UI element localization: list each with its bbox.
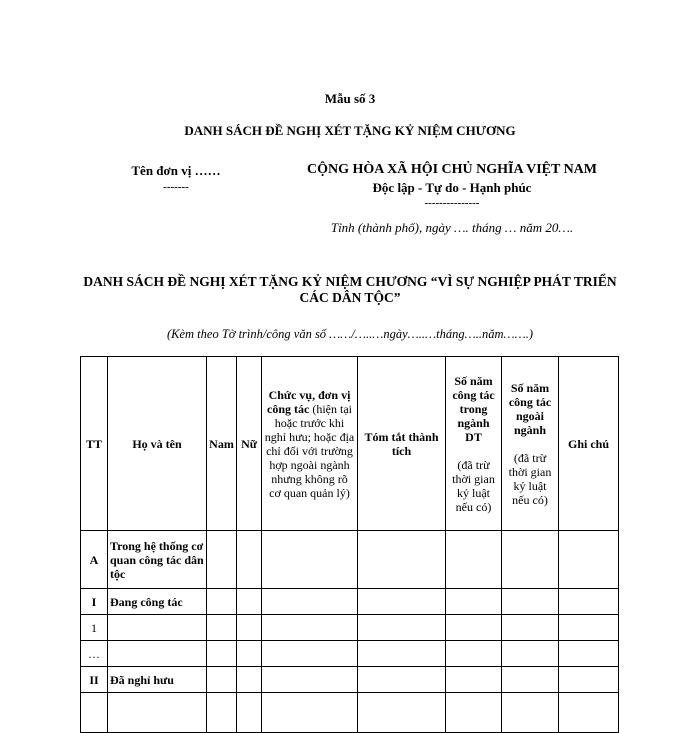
header-position xyxy=(262,357,358,531)
row-tt: II xyxy=(81,667,108,693)
table-cell xyxy=(446,589,502,615)
row-label xyxy=(108,615,207,641)
header-tt: TT xyxy=(81,357,108,531)
table-cell xyxy=(262,615,358,641)
table-cell xyxy=(237,589,262,615)
table-cell xyxy=(207,589,237,615)
table-row xyxy=(81,531,619,589)
table-cell xyxy=(237,615,262,641)
header-name: Họ và tên xyxy=(108,357,207,531)
table-cell xyxy=(358,615,446,641)
table-cell xyxy=(502,531,559,589)
table-row xyxy=(81,641,619,667)
header-position-bold: Chức vụ, đơn vị công tác xyxy=(267,387,351,416)
table-cell xyxy=(262,589,358,615)
document-title: DANH SÁCH ĐỀ NGHỊ XÉT TẶNG KỶ NIỆM CHƯƠNG xyxy=(184,123,516,138)
table-cell xyxy=(237,667,262,693)
unit-divider: ------- xyxy=(163,181,189,193)
unit-name: Tên đơn vị …… xyxy=(131,163,221,178)
table-cell xyxy=(207,531,237,589)
header-summary: Tóm tắt thành tích xyxy=(358,357,446,531)
table-cell xyxy=(207,615,237,641)
row-label xyxy=(108,641,207,667)
form-number: Mẫu số 3 xyxy=(324,91,376,106)
header-note: Ghi chú xyxy=(559,357,619,531)
table-cell xyxy=(207,667,237,693)
header-position-note: (hiện tại hoặc trước khi nghỉ hưu; hoặc địa chỉ đối với trường hợp ngoài ngành nhưng không rõ cơ quan quản lý) xyxy=(264,401,355,500)
table-cell xyxy=(446,667,502,693)
header-male: Nam xyxy=(207,357,237,531)
table-cell xyxy=(237,693,262,733)
table-cell xyxy=(358,589,446,615)
table-cell xyxy=(502,615,559,641)
table-cell xyxy=(358,531,446,589)
table-cell xyxy=(502,693,559,733)
row-tt xyxy=(81,693,108,733)
table-cell xyxy=(446,641,502,667)
table-cell xyxy=(207,641,237,667)
table-cell xyxy=(262,667,358,693)
row-tt: … xyxy=(81,641,108,667)
table-cell xyxy=(237,641,262,667)
table-cell xyxy=(559,641,619,667)
row-label xyxy=(108,693,207,733)
attachment-note: (Kèm theo Tờ trình/công văn số ……/…..…ngày…..…tháng…..năm…….) xyxy=(166,327,534,341)
row-tt: I xyxy=(81,589,108,615)
table-cell xyxy=(502,641,559,667)
table-row xyxy=(81,693,619,733)
table-row xyxy=(81,615,619,641)
table-cell xyxy=(262,531,358,589)
table-cell xyxy=(502,589,559,615)
header-years-in xyxy=(446,357,502,531)
table-header-row xyxy=(81,357,619,531)
table-cell xyxy=(262,693,358,733)
table-cell xyxy=(559,615,619,641)
header-years-out-bold: Số năm công tác ngoài ngành xyxy=(508,380,552,437)
row-label: Đang công tác xyxy=(108,589,207,615)
table-cell xyxy=(358,641,446,667)
table-row xyxy=(81,589,619,615)
row-label: Trong hệ thống cơ quan công tác dân tộc xyxy=(108,531,207,589)
header-years-out-note: (đã trừ thời gian kỷ luật nếu có) xyxy=(508,450,552,507)
national-motto: Độc lập - Tự do - Hạnh phúc xyxy=(372,180,532,195)
table-cell xyxy=(358,667,446,693)
table-cell xyxy=(446,615,502,641)
table-cell xyxy=(502,667,559,693)
header-female: Nữ xyxy=(237,357,262,531)
table-cell xyxy=(237,531,262,589)
table-cell xyxy=(446,693,502,733)
table-cell xyxy=(446,531,502,589)
table-cell xyxy=(559,693,619,733)
header-years-in-note: (đã trừ thời gian kỷ luật nếu có) xyxy=(452,457,495,514)
nomination-table xyxy=(80,356,619,733)
row-tt: A xyxy=(81,531,108,589)
header-years-out xyxy=(502,357,559,531)
table-row xyxy=(81,667,619,693)
row-label: Đã nghỉ hưu xyxy=(108,667,207,693)
header-years-in-bold: Số năm công tác trong ngành DT xyxy=(452,373,495,444)
table-cell xyxy=(559,531,619,589)
place-date-line: Tỉnh (thành phố), ngày …. tháng … năm 20…. xyxy=(330,220,574,235)
table-cell xyxy=(358,693,446,733)
national-title: CỘNG HÒA XÃ HỘI CHỦ NGHĨA VIỆT NAM xyxy=(306,162,597,177)
motto-divider: --------------- xyxy=(424,197,480,209)
list-title: DANH SÁCH ĐỀ NGHỊ XÉT TẶNG KỶ NIỆM CHƯƠNG “VÌ SỰ NGHIỆP PHÁT TRIỂN CÁC DÂN TỘC” xyxy=(83,274,617,305)
table-cell xyxy=(207,693,237,733)
table-cell xyxy=(559,667,619,693)
table-cell xyxy=(559,589,619,615)
row-tt: 1 xyxy=(81,615,108,641)
table-cell xyxy=(262,641,358,667)
